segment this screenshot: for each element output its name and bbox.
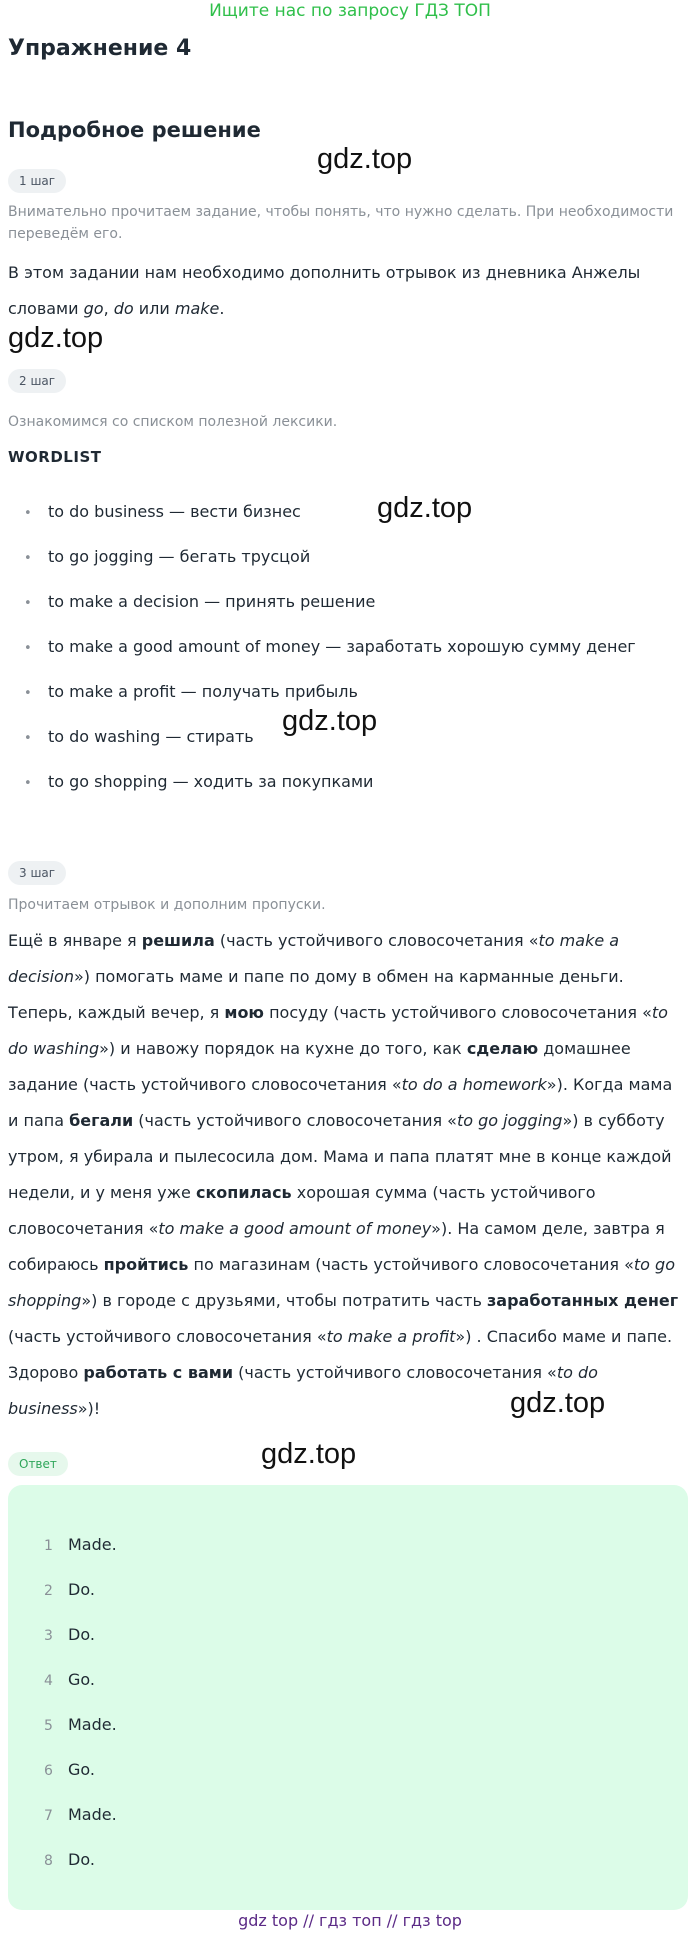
bullet-icon: • [24,506,32,521]
list-item: 5 Made. [44,1715,117,1734]
list-item: • to make a good amount of money — заработать хорошую сумму денег [24,635,636,661]
step-3-passage: Ещё в январе я решила (часть устойчивого словосочетания «to make a decision») помогать маме и папе по дому в обмен на карманные деньги. Теперь, каждый вечер, я мою посуду (часть устойчивого словосочетания «to do washing») и навожу порядок на кухне до того, как сделаю домашнее задание (часть устойчивого словосочетания «to do a homework»). Когда мама и папа бегали (часть устойчивого словосочетания «to go jogging») в субботу утром, я убирала и пылесосила дом. Мама и папа платят мне в конце каждой недели, и у меня уже скопилась хорошая сумма (часть устойчивого словосочетания «to make a good amount of money»). На самом деле, завтра я собираюсь пройтись по магазинам (часть устойчивого словосочетания «to go shopping») в городе с друзьями, чтобы потратить часть заработанных денег (часть устойчивого словосочетания «to make a profit») . Спасибо маме и папе. Здорово работать с вами (часть устойчивого словосочетания «to do business»)! [8,931,679,1418]
watermark: gdz.top [377,492,473,524]
list-item: 7 Made. [44,1805,117,1824]
list-item: 1 Made. [44,1535,117,1554]
step-badge: 3 шаг [8,861,66,885]
watermark: gdz.top [261,1438,357,1470]
step-1-badge-wrap [8,169,66,193]
answer-badge: Ответ [8,1452,68,1476]
step-3-badge-wrap [8,861,66,885]
watermark: gdz.top [510,1387,606,1419]
step-badge: 1 шаг [8,169,66,193]
step-2-badge-wrap [8,369,66,393]
footer-links[interactable]: gdz top // гдз топ // гдз top [238,1911,462,1930]
step-3-hint: Прочитаем отрывок и дополним пропуски. [8,897,326,913]
list-item: • to make a decision — принять решение [24,590,375,616]
list-item: 8 Do. [44,1850,95,1869]
list-item: • to go jogging — бегать трусцой [24,545,310,571]
step-badge: 2 шаг [8,369,66,393]
list-item: • to make a profit — получать прибыль [24,680,358,706]
top-banner: Ищите нас по запросу ГДЗ ТОП [209,1,491,21]
list-item: 3 Do. [44,1625,95,1644]
list-item: 6 Go. [44,1760,95,1779]
step-2-hint: Ознакомимся со списком полезной лексики. [8,414,338,430]
bullet-icon: • [24,641,32,656]
bullet-icon: • [24,776,32,791]
exercise-title: Упражнение 4 [8,36,192,61]
bullet-icon: • [24,596,32,611]
bullet-icon: • [24,686,32,701]
step-1-text: В этом задании нам необходимо дополнить отрывок из дневника Анжелы словами go, do или make. [8,263,641,318]
watermark: gdz.top [8,322,104,354]
watermark: gdz.top [317,143,413,175]
list-item: • to go shopping — ходить за покупками [24,770,373,796]
bullet-icon: • [24,731,32,746]
bullet-icon: • [24,551,32,566]
list-item: 4 Go. [44,1670,95,1689]
step-1-hint: Внимательно прочитаем задание, чтобы понять, что нужно сделать. При необходимости переведём его. [8,204,674,242]
list-item: 2 Do. [44,1580,95,1599]
list-item: • to do washing — стирать [24,725,254,751]
wordlist-title: WORDLIST [8,448,102,466]
solution-heading: Подробное решение [8,118,261,142]
list-item: • to do business — вести бизнес [24,500,301,526]
watermark: gdz.top [282,705,378,737]
